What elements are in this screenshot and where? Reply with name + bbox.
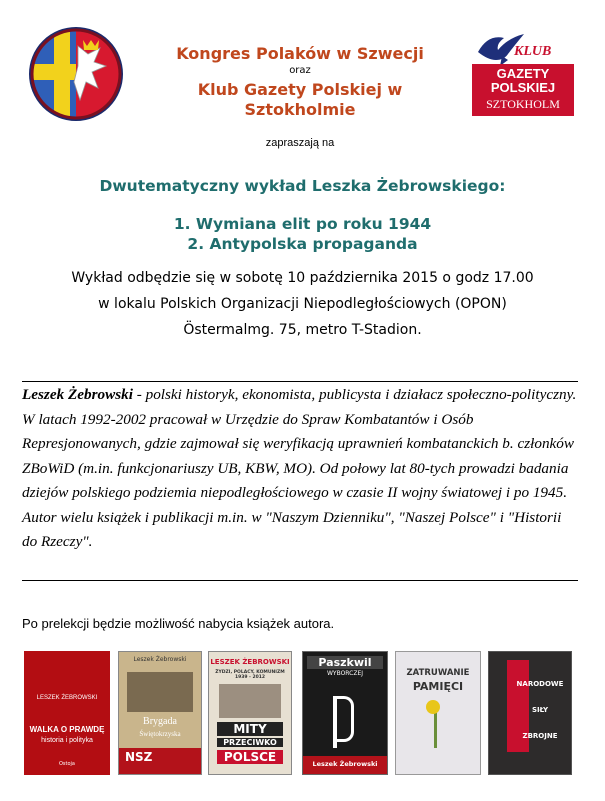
klub-city-text: SZTOKHOLM [486,97,560,111]
org-kongres: Kongres Polaków w Szwecji [176,44,424,63]
footer-note: Po prelekcji będzie możliwość nabycia książek autora. [22,616,335,631]
details-line-1: Wykład odbędzie się w sobotę 10 października 2015 o godz 17.00 [71,270,534,286]
author-bio [22,383,578,555]
book-narodowe-sily-zbrojne: NARODOWE SIŁY ZBROJNE [488,651,572,775]
klub-gazety-logo [472,30,574,116]
lecture-title: Dwutematyczny wykład Leszka Żebrowskiego: [99,177,506,195]
oraz-label: oraz [289,65,311,76]
klub-label: KLUB [514,44,552,59]
divider-top [22,381,578,382]
kongres-logo [28,26,124,122]
book-brygada-swietokrzyska: Leszek Żebrowski Brygada Świętokrzyska NSZ [118,651,202,775]
org-klub-line2: Sztokholmie [244,100,356,119]
book-mity-przeciwko-polsce: LESZEK ŻEBROWSKI ŻYDZI, POLACY, KOMUNIZM 1939 - 2012 MITY PRZECIWKO POLSCE [208,651,292,775]
divider-bottom [22,580,578,581]
author-bio-text: - polski historyk, ekonomista, publicysta i działacz społeczno-polityczny. W latach 1992-2002 pracował w Urzędzie do Spraw Kombatantów i Osób Represjonowanych, gdzie zajmował się weryfikacją uprawnień kombatanckich b. członków ZBoWiD (m.in. funkcjonariuszy UB, KBW, MO). Od połowy lat 80-tych prowadzi badania dziejów polskiego podziemia niepodległościowego w czasie II wojny światowej i po 1945. Autor wielu książek i publikacji m.in. w "Naszym Dzienniku", "Naszej Polsce" i "Historii do Rzeczy". [22,386,577,550]
author-name: Leszek Żebrowski [22,386,133,403]
org-klub-line1: Klub Gazety Polskiej w [197,80,403,99]
invite-text: zapraszają na [265,137,335,149]
book-walka-o-prawde: LESZEK ŻEBROWSKI WALKA O PRAWDĘ historia i polityka Ostoja [24,651,110,775]
klub-polskiej-text: POLSKIEJ [490,80,556,95]
book-paszkwil-wyborczej: Paszkwil WYBORCZEJ Leszek Żebrowski [302,651,388,775]
book-zatruwanie-pamieci: ZATRUWANIE PAMIĘCI [395,651,481,775]
klub-gazety-text: GAZETY [496,66,550,81]
details-line-2: w lokalu Polskich Organizacji Niepodległościowych (OPON) [98,296,507,312]
details-line-3: Östermalmg. 75, metro T-Stadion. [183,322,422,338]
lecture-topic-1: 1. Wymiana elit po roku 1944 [173,215,432,233]
lecture-topic-2: 2. Antypolska propaganda [187,235,418,253]
